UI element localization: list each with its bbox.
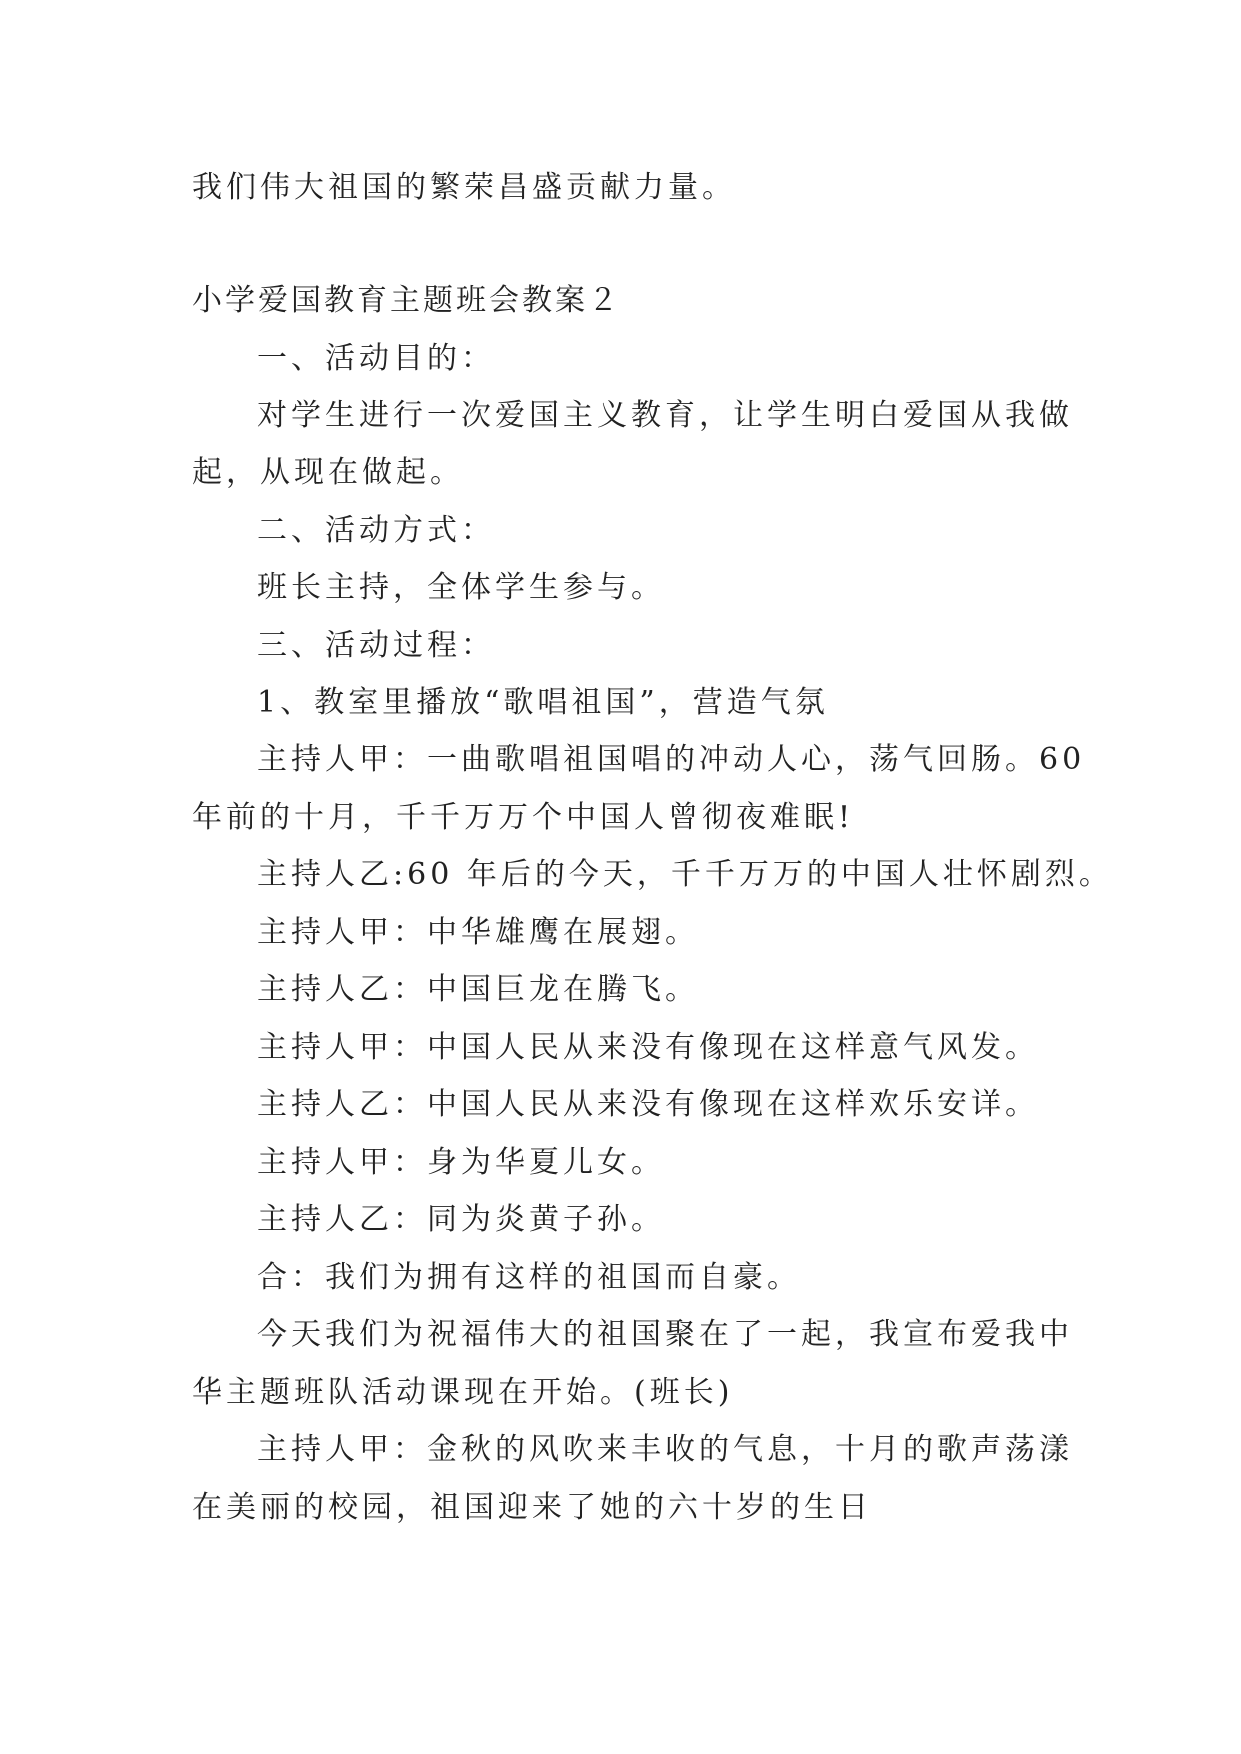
paragraph-line: 主持人甲：中国人民从来没有像现在这样意气风发。 [257, 1030, 1039, 1065]
paragraph-line: 对学生进行一次爱国主义教育，让学生明白爱国从我做 [257, 398, 1073, 433]
heading-activity-method: 二、活动方式： [257, 513, 495, 548]
paragraph-line: 主持人乙：同为炎黄子孙。 [257, 1202, 665, 1237]
paragraph-line: 今天我们为祝福伟大的祖国聚在了一起，我宣布爱我中 [257, 1317, 1073, 1352]
heading-activity-process: 三、活动过程： [257, 628, 495, 663]
paragraph-line: 年前的十月，千千万万个中国人曾彻夜难眠! [192, 800, 855, 835]
paragraph-line: 起，从现在做起。 [192, 455, 464, 490]
paragraph-line: 主持人甲：一曲歌唱祖国唱的冲动人心，荡气回肠。60 [257, 742, 1086, 777]
heading-activity-purpose: 一、活动目的： [257, 341, 495, 376]
paragraph-line: 主持人乙：中国巨龙在腾飞。 [257, 972, 699, 1007]
section-title: 小学爱国教育主题班会教案２ [192, 283, 621, 318]
paragraph-line: 主持人乙：中国人民从来没有像现在这样欢乐安详。 [257, 1087, 1039, 1122]
paragraph-line: 主持人甲：身为华夏儿女。 [257, 1145, 665, 1180]
paragraph-line: 主持人甲：中华雄鹰在展翅。 [257, 915, 699, 950]
paragraph-line: 在美丽的校园，祖国迎来了她的六十岁的生日 [192, 1490, 872, 1525]
paragraph-line: 主持人乙:60 年后的今天，千千万万的中国人壮怀剧烈。 [257, 857, 1113, 892]
paragraph-closing-line: 我们伟大祖国的繁荣昌盛贡献力量。 [192, 170, 736, 205]
paragraph-line: 主持人甲：金秋的风吹来丰收的气息，十月的歌声荡漾 [257, 1432, 1073, 1467]
paragraph-line: 1、教室里播放“歌唱祖国”，营造气氛 [257, 685, 829, 720]
paragraph-line: 班长主持，全体学生参与。 [257, 570, 665, 605]
paragraph-line: 合：我们为拥有这样的祖国而自豪。 [257, 1260, 801, 1295]
paragraph-line: 华主题班队活动课现在开始。(班长) [192, 1375, 734, 1410]
